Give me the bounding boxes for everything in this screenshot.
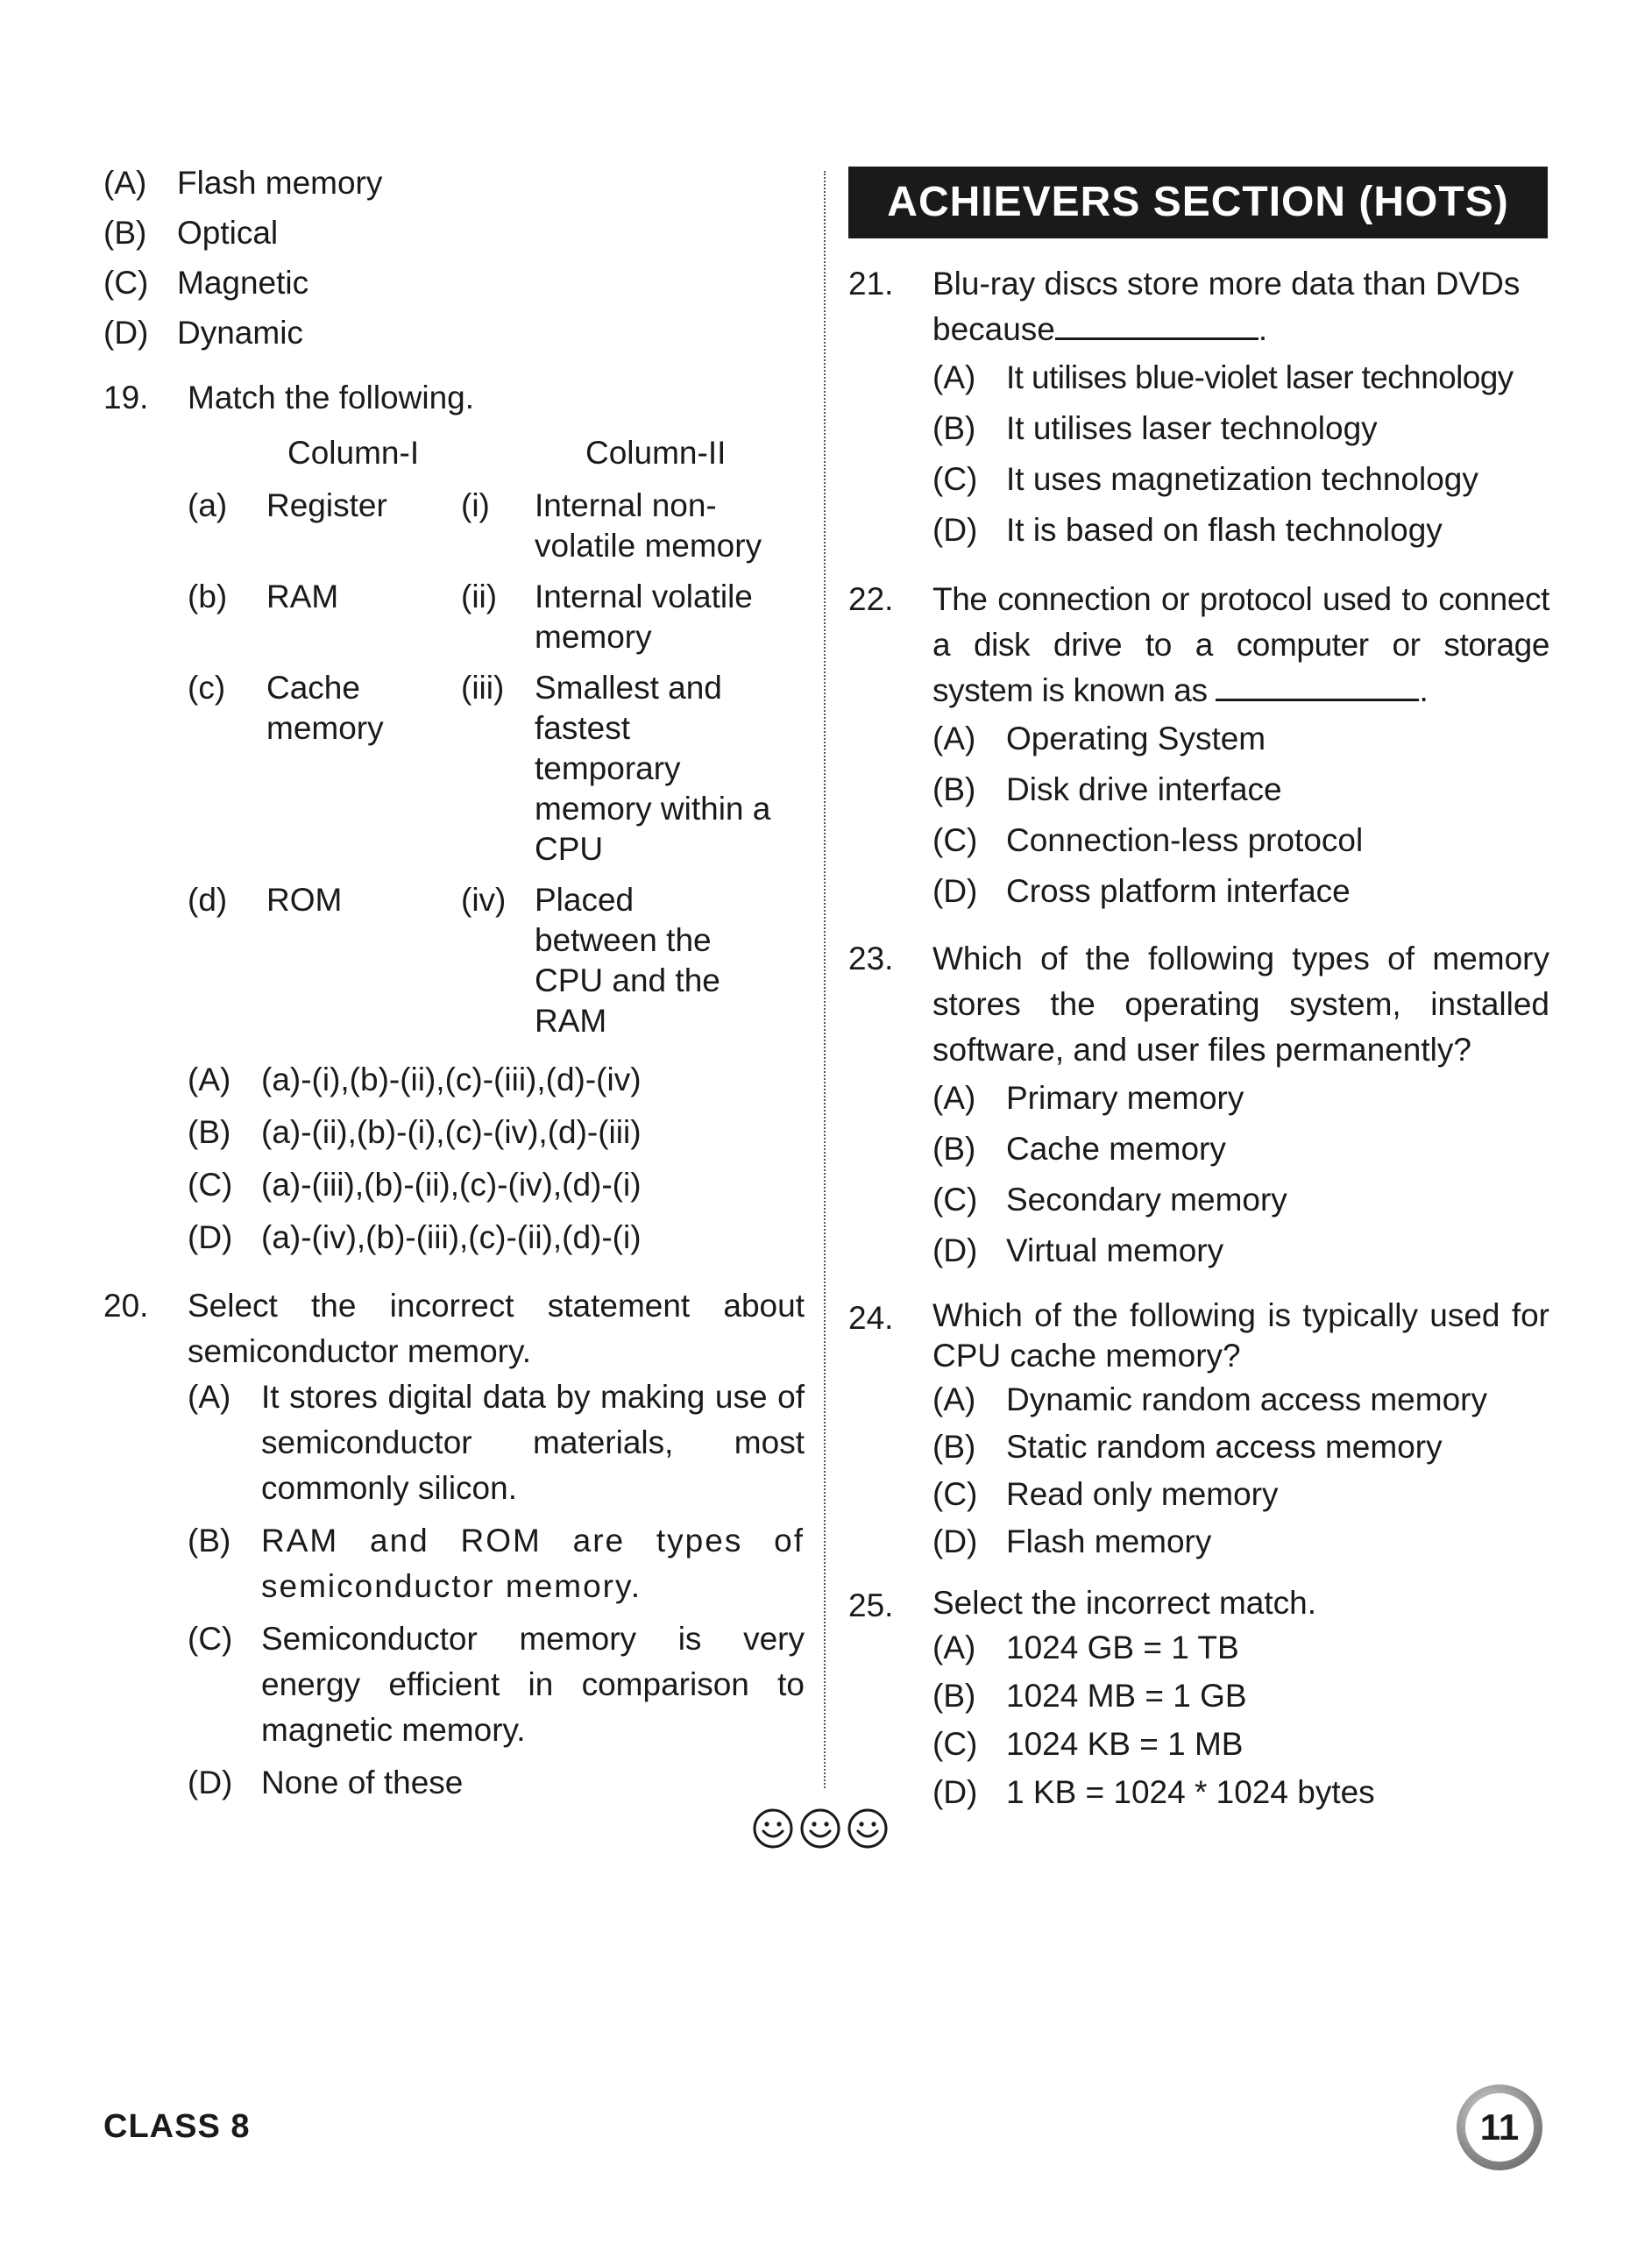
option-text: (a)-(ii),(b)-(i),(c)-(iv),(d)-(iii): [261, 1114, 642, 1150]
option-a[interactable]: [932, 714, 1549, 764]
option-d[interactable]: [188, 1760, 805, 1806]
question-stem: Which of the following types of memory stores the operating system, installed software, and user files permanently?: [932, 941, 1549, 1068]
option-b[interactable]: [188, 1518, 805, 1609]
option-text: Optical: [177, 215, 279, 251]
option-text: 1024 GB = 1 TB: [1006, 1630, 1239, 1665]
column-2-heading: Column-II: [585, 435, 727, 471]
question-options: [188, 1374, 805, 1806]
option-label: (B): [932, 1131, 976, 1167]
option-b[interactable]: [932, 1424, 1549, 1471]
question-number: 19.: [103, 380, 149, 415]
option-label: (A): [188, 1379, 231, 1415]
row-numeral: (i): [461, 487, 490, 523]
question-options: [932, 714, 1549, 917]
stem-text: Blu-ray discs store more data than DVDs because: [932, 266, 1521, 347]
stem-text: The connection or protocol used to connect a disk drive to a computer or storage system is known as: [932, 581, 1549, 708]
option-text: Flash memory: [177, 165, 383, 201]
q18-option-c[interactable]: [19, 258, 805, 308]
question-stem: Select the incorrect statement about semiconductor memory.: [188, 1288, 805, 1369]
option-c[interactable]: [188, 1616, 805, 1753]
match-row: [188, 486, 805, 566]
row-description: Internal volatile memory: [535, 579, 753, 655]
option-label: (C): [932, 1182, 978, 1218]
match-row: [188, 668, 805, 870]
option-label: (D): [932, 1774, 978, 1810]
option-c[interactable]: [932, 454, 1549, 505]
option-label: (C): [932, 461, 978, 497]
option-label: (A): [932, 359, 976, 395]
option-label: (C): [188, 1167, 233, 1203]
option-a[interactable]: [188, 1374, 805, 1511]
option-text: (a)-(iii),(b)-(ii),(c)-(iv),(d)-(i): [261, 1167, 642, 1203]
option-text: It utilises laser technology: [1006, 410, 1378, 446]
smiley-row: [752, 1807, 889, 1850]
option-label: (B): [103, 215, 147, 251]
section-title: ACHIEVERS SECTION (HOTS): [848, 167, 1548, 238]
row-numeral: (iv): [461, 882, 507, 918]
option-text: It uses magnetization technology: [1006, 461, 1478, 497]
option-label: (A): [932, 1080, 976, 1116]
option-label: (A): [188, 1062, 231, 1097]
option-label: (A): [103, 165, 147, 201]
question-20: [103, 1283, 805, 1806]
option-label: (D): [932, 1232, 978, 1268]
row-term: Register: [266, 487, 387, 523]
q18-option-d[interactable]: [19, 308, 805, 358]
row-letter: (c): [188, 670, 226, 706]
option-text: (a)-(i),(b)-(ii),(c)-(iii),(d)-(iv): [261, 1062, 642, 1097]
column-divider: [824, 171, 826, 1788]
smiley-icon: [752, 1807, 794, 1850]
option-text: Connection-less protocol: [1006, 822, 1364, 858]
option-c[interactable]: [932, 1175, 1549, 1225]
page-number-badge: [1457, 2084, 1542, 2170]
option-text: Magnetic: [177, 265, 309, 301]
question-25: [848, 1583, 1549, 1816]
question-stem: [932, 261, 1549, 352]
question-24: [848, 1296, 1549, 1566]
option-label: (C): [932, 822, 978, 858]
question-options: [932, 352, 1549, 556]
option-text: It utilises blue-violet laser technology: [1006, 359, 1514, 395]
option-text: Flash memory: [1006, 1523, 1212, 1559]
question-stem: [932, 577, 1549, 714]
row-term: RAM: [266, 579, 339, 614]
q18-option-a[interactable]: [19, 158, 805, 208]
q18-options: [19, 158, 805, 358]
option-label: (A): [932, 721, 976, 756]
row-description: Smallest and fastest temporary memory within a CPU: [535, 670, 771, 867]
option-text: Dynamic random access memory: [1006, 1381, 1487, 1417]
option-label: (A): [932, 1381, 976, 1417]
row-letter: (a): [188, 487, 228, 523]
question-stem: Match the following.: [188, 380, 475, 415]
option-a[interactable]: [932, 1376, 1549, 1424]
option-a[interactable]: [932, 1073, 1549, 1124]
option-b[interactable]: [932, 403, 1549, 454]
option-label: (B): [932, 771, 976, 807]
option-text: RAM and ROM are types of semiconductor memory.: [261, 1523, 805, 1604]
option-text: Cross platform interface: [1006, 873, 1351, 909]
match-row: [188, 880, 805, 1041]
question-19: [103, 375, 805, 1264]
q18-option-b[interactable]: [19, 208, 805, 258]
option-text: 1024 MB = 1 GB: [1006, 1678, 1247, 1714]
question-options: [932, 1376, 1549, 1566]
match-table-header: [188, 433, 805, 486]
option-c[interactable]: [188, 1159, 805, 1211]
option-d[interactable]: [932, 866, 1549, 917]
option-c[interactable]: [932, 815, 1549, 866]
question-number: 20.: [103, 1288, 149, 1324]
option-text: (a)-(iv),(b)-(iii),(c)-(ii),(d)-(i): [261, 1219, 642, 1255]
option-label: (D): [932, 873, 978, 909]
option-d[interactable]: [932, 1768, 1549, 1816]
option-b[interactable]: [932, 764, 1549, 815]
option-text: Semiconductor memory is very energy efficient in comparison to magnetic memory.: [261, 1621, 805, 1748]
option-label: (C): [932, 1726, 978, 1762]
option-text: Operating System: [1006, 721, 1266, 756]
option-text: None of these: [261, 1765, 464, 1800]
option-text: 1 KB = 1024 * 1024 bytes: [1006, 1774, 1375, 1810]
option-label: (D): [932, 512, 978, 548]
option-b[interactable]: [188, 1106, 805, 1159]
row-numeral: (ii): [461, 579, 498, 614]
option-label: (B): [932, 1429, 976, 1465]
left-column: [103, 158, 805, 1806]
question-21: [848, 261, 1549, 556]
option-a[interactable]: [932, 352, 1549, 403]
smiley-icon: [799, 1807, 841, 1850]
option-text: Dynamic: [177, 315, 303, 351]
right-column: [848, 261, 1549, 1816]
option-b[interactable]: [932, 1124, 1549, 1175]
option-text: Read only memory: [1006, 1476, 1279, 1512]
row-term: Cache memory: [266, 670, 384, 746]
option-label: (C): [103, 265, 149, 301]
question-stem: Which of the following is typically used for CPU cache memory?: [932, 1297, 1549, 1374]
option-label: (D): [103, 315, 149, 351]
question-23: [848, 936, 1549, 1276]
option-c[interactable]: [932, 1471, 1549, 1518]
option-label: (D): [188, 1219, 233, 1255]
stem-end: .: [1419, 672, 1429, 708]
option-b[interactable]: [932, 1672, 1549, 1720]
option-d[interactable]: [188, 1211, 805, 1264]
smiley-icon: [847, 1807, 889, 1850]
option-text: Cache memory: [1006, 1131, 1226, 1167]
question-22: [848, 577, 1549, 917]
row-term: ROM: [266, 882, 343, 918]
option-label: (C): [932, 1476, 978, 1512]
answer-blank: [1216, 669, 1419, 701]
question-number: 24.: [848, 1300, 894, 1336]
question-number: 25.: [848, 1587, 894, 1623]
option-text: Secondary memory: [1006, 1182, 1287, 1218]
option-c[interactable]: [932, 1720, 1549, 1768]
row-letter: (b): [188, 579, 228, 614]
option-label: (A): [932, 1630, 976, 1665]
question-number: 23.: [848, 941, 894, 976]
option-d[interactable]: [932, 505, 1549, 556]
option-text: Primary memory: [1006, 1080, 1244, 1116]
page-number: 11: [1465, 2093, 1534, 2162]
stem-end: .: [1258, 311, 1268, 347]
option-label: (D): [188, 1765, 233, 1800]
row-numeral: (iii): [461, 670, 505, 706]
option-label: (B): [932, 410, 976, 446]
option-d[interactable]: [932, 1518, 1549, 1566]
answer-blank: [1055, 308, 1258, 340]
question-stem: Select the incorrect match.: [932, 1585, 1317, 1621]
option-text: Disk drive interface: [1006, 771, 1282, 807]
class-label: CLASS 8: [103, 2108, 251, 2145]
option-a[interactable]: [188, 1054, 805, 1106]
option-d[interactable]: [932, 1225, 1549, 1276]
row-letter: (d): [188, 882, 228, 918]
option-label: (B): [188, 1523, 231, 1559]
row-description: Internal non-volatile memory: [535, 487, 762, 564]
option-text: It stores digital data by making use of semiconductor materials, most commonly silicon.: [261, 1379, 805, 1506]
option-text: Static random access memory: [1006, 1429, 1443, 1465]
column-1-heading: Column-I: [287, 435, 420, 471]
match-table: [188, 433, 805, 1041]
question-options: [188, 1054, 805, 1264]
question-options: [932, 1623, 1549, 1816]
option-text: It is based on flash technology: [1006, 512, 1443, 548]
option-text: Virtual memory: [1006, 1232, 1224, 1268]
option-a[interactable]: [932, 1623, 1549, 1672]
row-description: Placed between the CPU and the RAM: [535, 882, 720, 1039]
question-number: 21.: [848, 266, 894, 302]
question-number: 22.: [848, 581, 894, 617]
match-row: [188, 577, 805, 657]
option-label: (B): [932, 1678, 976, 1714]
option-text: 1024 KB = 1 MB: [1006, 1726, 1244, 1762]
option-label: (C): [188, 1621, 233, 1657]
question-options: [932, 1073, 1549, 1276]
option-label: (B): [188, 1114, 231, 1150]
option-label: (D): [932, 1523, 978, 1559]
